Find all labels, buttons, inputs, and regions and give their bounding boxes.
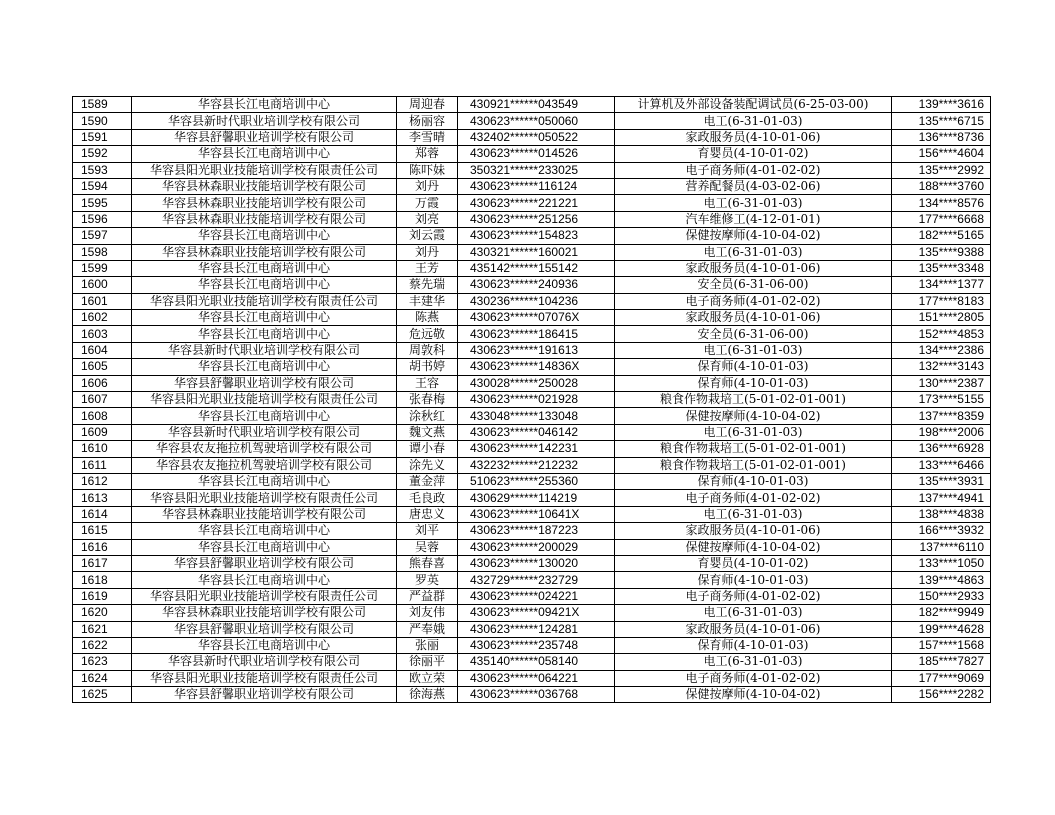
id-number-cell: 430623******07076X xyxy=(458,310,615,326)
table-row xyxy=(73,572,991,588)
row-number-cell: 1594 xyxy=(73,178,132,194)
table-row xyxy=(73,424,991,440)
row-number-cell: 1608 xyxy=(73,408,132,424)
trainee-name-cell: 魏文燕 xyxy=(397,424,458,440)
id-number-cell: 430236******104236 xyxy=(458,293,615,309)
phone-number-cell: 177****6668 xyxy=(892,211,991,227)
training-school-cell: 华容县阳光职业技能培训学校有限责任公司 xyxy=(132,670,397,686)
row-number-cell: 1616 xyxy=(73,539,132,555)
id-number-cell: 430623******130020 xyxy=(458,555,615,571)
training-school-cell: 华容县新时代职业培训学校有限公司 xyxy=(132,424,397,440)
training-school-cell: 华容县长江电商培训中心 xyxy=(132,359,397,375)
occupation-cell: 电子商务师(4-01-02-02) xyxy=(615,490,892,506)
trainee-name-cell: 吴蓉 xyxy=(397,539,458,555)
phone-number-cell: 138****4838 xyxy=(892,506,991,522)
id-number-cell: 430623******064221 xyxy=(458,670,615,686)
phone-number-cell: 135****3931 xyxy=(892,473,991,489)
trainee-name-cell: 万霞 xyxy=(397,195,458,211)
occupation-cell: 保育师(4-10-01-03) xyxy=(615,637,892,653)
trainee-name-cell: 徐海燕 xyxy=(397,687,458,703)
occupation-cell: 粮食作物栽培工(5-01-02-01-001) xyxy=(615,441,892,457)
trainee-name-cell: 杨丽容 xyxy=(397,113,458,129)
id-number-cell: 430623******036768 xyxy=(458,687,615,703)
training-school-cell: 华容县阳光职业技能培训学校有限责任公司 xyxy=(132,162,397,178)
phone-number-cell: 173****5155 xyxy=(892,392,991,408)
training-school-cell: 华容县舒馨职业培训学校有限公司 xyxy=(132,129,397,145)
row-number-cell: 1625 xyxy=(73,687,132,703)
trainee-name-cell: 陈燕 xyxy=(397,310,458,326)
training-school-cell: 华容县舒馨职业培训学校有限公司 xyxy=(132,375,397,391)
id-number-cell: 430028******250028 xyxy=(458,375,615,391)
occupation-cell: 汽车维修工(4-12-01-01) xyxy=(615,211,892,227)
phone-number-cell: 177****9069 xyxy=(892,670,991,686)
phone-number-cell: 137****6110 xyxy=(892,539,991,555)
trainee-name-cell: 刘丹 xyxy=(397,178,458,194)
table-row xyxy=(73,260,991,276)
id-number-cell: 430623******024221 xyxy=(458,588,615,604)
id-number-cell: 430623******124281 xyxy=(458,621,615,637)
trainee-name-cell: 严益群 xyxy=(397,588,458,604)
training-school-cell: 华容县林森职业技能培训学校有限公司 xyxy=(132,178,397,194)
row-number-cell: 1607 xyxy=(73,392,132,408)
occupation-cell: 安全员(6-31-06-00) xyxy=(615,277,892,293)
training-school-cell: 华容县长江电商培训中心 xyxy=(132,523,397,539)
trainee-name-cell: 涂秋红 xyxy=(397,408,458,424)
row-number-cell: 1623 xyxy=(73,654,132,670)
trainee-name-cell: 刘亮 xyxy=(397,211,458,227)
occupation-cell: 保育师(4-10-01-03) xyxy=(615,572,892,588)
row-number-cell: 1605 xyxy=(73,359,132,375)
id-number-cell: 430623******014526 xyxy=(458,146,615,162)
occupation-cell: 家政服务员(4-10-01-06) xyxy=(615,129,892,145)
training-school-cell: 华容县长江电商培训中心 xyxy=(132,637,397,653)
table-row xyxy=(73,441,991,457)
row-number-cell: 1600 xyxy=(73,277,132,293)
trainee-name-cell: 李雪晴 xyxy=(397,129,458,145)
table-row xyxy=(73,637,991,653)
phone-number-cell: 134****1377 xyxy=(892,277,991,293)
phone-number-cell: 136****8736 xyxy=(892,129,991,145)
trainee-name-cell: 熊春喜 xyxy=(397,555,458,571)
occupation-cell: 粮食作物栽培工(5-01-02-01-001) xyxy=(615,392,892,408)
training-school-cell: 华容县林森职业技能培训学校有限公司 xyxy=(132,195,397,211)
table-row xyxy=(73,408,991,424)
row-number-cell: 1618 xyxy=(73,572,132,588)
occupation-cell: 家政服务员(4-10-01-06) xyxy=(615,310,892,326)
id-number-cell: 435140******058140 xyxy=(458,654,615,670)
training-school-cell: 华容县舒馨职业培训学校有限公司 xyxy=(132,687,397,703)
trainee-name-cell: 丰建华 xyxy=(397,293,458,309)
training-school-cell: 华容县长江电商培训中心 xyxy=(132,473,397,489)
phone-number-cell: 137****4941 xyxy=(892,490,991,506)
table-row xyxy=(73,457,991,473)
row-number-cell: 1617 xyxy=(73,555,132,571)
table-row xyxy=(73,310,991,326)
training-school-cell: 华容县长江电商培训中心 xyxy=(132,539,397,555)
table-row xyxy=(73,211,991,227)
training-school-cell: 华容县长江电商培训中心 xyxy=(132,326,397,342)
row-number-cell: 1589 xyxy=(73,97,132,113)
training-school-cell: 华容县林森职业技能培训学校有限公司 xyxy=(132,506,397,522)
phone-number-cell: 133****1050 xyxy=(892,555,991,571)
table-row xyxy=(73,97,991,113)
trainee-name-cell: 谭小春 xyxy=(397,441,458,457)
row-number-cell: 1612 xyxy=(73,473,132,489)
training-school-cell: 华容县长江电商培训中心 xyxy=(132,260,397,276)
id-number-cell: 432232******212232 xyxy=(458,457,615,473)
id-number-cell: 432729******232729 xyxy=(458,572,615,588)
table-row xyxy=(73,506,991,522)
row-number-cell: 1609 xyxy=(73,424,132,440)
occupation-cell: 安全员(6-31-06-00) xyxy=(615,326,892,342)
table-row xyxy=(73,113,991,129)
id-number-cell: 430623******142231 xyxy=(458,441,615,457)
phone-number-cell: 150****2933 xyxy=(892,588,991,604)
phone-number-cell: 166****3932 xyxy=(892,523,991,539)
occupation-cell: 电工(6-31-01-03) xyxy=(615,244,892,260)
training-school-cell: 华容县新时代职业培训学校有限公司 xyxy=(132,342,397,358)
row-number-cell: 1592 xyxy=(73,146,132,162)
occupation-cell: 保健按摩师(4-10-04-02) xyxy=(615,228,892,244)
trainee-name-cell: 罗英 xyxy=(397,572,458,588)
occupation-cell: 电工(6-31-01-03) xyxy=(615,605,892,621)
occupation-cell: 粮食作物栽培工(5-01-02-01-001) xyxy=(615,457,892,473)
row-number-cell: 1620 xyxy=(73,605,132,621)
occupation-cell: 保育师(4-10-01-03) xyxy=(615,359,892,375)
training-school-cell: 华容县长江电商培训中心 xyxy=(132,97,397,113)
row-number-cell: 1595 xyxy=(73,195,132,211)
phone-number-cell: 134****2386 xyxy=(892,342,991,358)
phone-number-cell: 182****9949 xyxy=(892,605,991,621)
trainee-name-cell: 刘云霞 xyxy=(397,228,458,244)
phone-number-cell: 137****8359 xyxy=(892,408,991,424)
occupation-cell: 电工(6-31-01-03) xyxy=(615,113,892,129)
phone-number-cell: 132****3143 xyxy=(892,359,991,375)
phone-number-cell: 157****1568 xyxy=(892,637,991,653)
trainee-name-cell: 张丽 xyxy=(397,637,458,653)
row-number-cell: 1593 xyxy=(73,162,132,178)
table-row xyxy=(73,326,991,342)
training-school-cell: 华容县新时代职业培训学校有限公司 xyxy=(132,654,397,670)
phone-number-cell: 156****2282 xyxy=(892,687,991,703)
trainee-name-cell: 陈吓妹 xyxy=(397,162,458,178)
row-number-cell: 1602 xyxy=(73,310,132,326)
occupation-cell: 育婴员(4-10-01-02) xyxy=(615,555,892,571)
trainee-name-cell: 蔡先瑞 xyxy=(397,277,458,293)
table-row xyxy=(73,342,991,358)
id-number-cell: 350321******233025 xyxy=(458,162,615,178)
id-number-cell: 510623******255360 xyxy=(458,473,615,489)
phone-number-cell: 135****9388 xyxy=(892,244,991,260)
table-row xyxy=(73,523,991,539)
row-number-cell: 1603 xyxy=(73,326,132,342)
id-number-cell: 430623******187223 xyxy=(458,523,615,539)
phone-number-cell: 198****2006 xyxy=(892,424,991,440)
table-row xyxy=(73,375,991,391)
trainee-name-cell: 欧立荣 xyxy=(397,670,458,686)
trainee-name-cell: 郑蓉 xyxy=(397,146,458,162)
trainee-name-cell: 刘丹 xyxy=(397,244,458,260)
row-number-cell: 1601 xyxy=(73,293,132,309)
trainee-name-cell: 王容 xyxy=(397,375,458,391)
id-number-cell: 430623******154823 xyxy=(458,228,615,244)
occupation-cell: 电子商务师(4-01-02-02) xyxy=(615,293,892,309)
phone-number-cell: 156****4604 xyxy=(892,146,991,162)
trainee-name-cell: 董金萍 xyxy=(397,473,458,489)
id-number-cell: 430623******240936 xyxy=(458,277,615,293)
row-number-cell: 1590 xyxy=(73,113,132,129)
row-number-cell: 1591 xyxy=(73,129,132,145)
training-school-cell: 华容县农友拖拉机驾驶培训学校有限公司 xyxy=(132,441,397,457)
training-school-cell: 华容县阳光职业技能培训学校有限责任公司 xyxy=(132,392,397,408)
table-row xyxy=(73,473,991,489)
occupation-cell: 家政服务员(4-10-01-06) xyxy=(615,523,892,539)
row-number-cell: 1624 xyxy=(73,670,132,686)
id-number-cell: 430623******116124 xyxy=(458,178,615,194)
trainee-table xyxy=(72,96,991,703)
training-school-cell: 华容县长江电商培训中心 xyxy=(132,146,397,162)
trainee-name-cell: 涂先义 xyxy=(397,457,458,473)
table-row xyxy=(73,392,991,408)
trainee-name-cell: 严奉娥 xyxy=(397,621,458,637)
training-school-cell: 华容县林森职业技能培训学校有限公司 xyxy=(132,211,397,227)
id-number-cell: 435142******155142 xyxy=(458,260,615,276)
row-number-cell: 1614 xyxy=(73,506,132,522)
row-number-cell: 1619 xyxy=(73,588,132,604)
occupation-cell: 家政服务员(4-10-01-06) xyxy=(615,260,892,276)
id-number-cell: 430623******221221 xyxy=(458,195,615,211)
occupation-cell: 电子商务师(4-01-02-02) xyxy=(615,162,892,178)
occupation-cell: 计算机及外部设备装配调试员(6-25-03-00) xyxy=(615,97,892,113)
training-school-cell: 华容县长江电商培训中心 xyxy=(132,310,397,326)
id-number-cell: 430623******050060 xyxy=(458,113,615,129)
row-number-cell: 1598 xyxy=(73,244,132,260)
occupation-cell: 电工(6-31-01-03) xyxy=(615,654,892,670)
table-row xyxy=(73,146,991,162)
row-number-cell: 1622 xyxy=(73,637,132,653)
table-row xyxy=(73,162,991,178)
occupation-cell: 保育师(4-10-01-03) xyxy=(615,375,892,391)
row-number-cell: 1604 xyxy=(73,342,132,358)
trainee-name-cell: 胡书婷 xyxy=(397,359,458,375)
training-school-cell: 华容县农友拖拉机驾驶培训学校有限公司 xyxy=(132,457,397,473)
table-row xyxy=(73,359,991,375)
id-number-cell: 430623******14836X xyxy=(458,359,615,375)
phone-number-cell: 135****3348 xyxy=(892,260,991,276)
occupation-cell: 电工(6-31-01-03) xyxy=(615,342,892,358)
table-row xyxy=(73,293,991,309)
id-number-cell: 430321******160021 xyxy=(458,244,615,260)
table-row xyxy=(73,228,991,244)
id-number-cell: 430623******191613 xyxy=(458,342,615,358)
row-number-cell: 1613 xyxy=(73,490,132,506)
phone-number-cell: 199****4628 xyxy=(892,621,991,637)
id-number-cell: 433048******133048 xyxy=(458,408,615,424)
phone-number-cell: 130****2387 xyxy=(892,375,991,391)
phone-number-cell: 182****5165 xyxy=(892,228,991,244)
occupation-cell: 保健按摩师(4-10-04-02) xyxy=(615,539,892,555)
trainee-name-cell: 唐忠义 xyxy=(397,506,458,522)
row-number-cell: 1611 xyxy=(73,457,132,473)
id-number-cell: 430629******114219 xyxy=(458,490,615,506)
occupation-cell: 电子商务师(4-01-02-02) xyxy=(615,670,892,686)
training-school-cell: 华容县阳光职业技能培训学校有限责任公司 xyxy=(132,293,397,309)
phone-number-cell: 152****4853 xyxy=(892,326,991,342)
phone-number-cell: 188****3760 xyxy=(892,178,991,194)
row-number-cell: 1610 xyxy=(73,441,132,457)
training-school-cell: 华容县林森职业技能培训学校有限公司 xyxy=(132,605,397,621)
row-number-cell: 1606 xyxy=(73,375,132,391)
table-row xyxy=(73,621,991,637)
table-row xyxy=(73,277,991,293)
trainee-name-cell: 刘友伟 xyxy=(397,605,458,621)
phone-number-cell: 139****4863 xyxy=(892,572,991,588)
trainee-name-cell: 王芳 xyxy=(397,260,458,276)
id-number-cell: 430623******235748 xyxy=(458,637,615,653)
trainee-name-cell: 周迎春 xyxy=(397,97,458,113)
table-row xyxy=(73,490,991,506)
row-number-cell: 1597 xyxy=(73,228,132,244)
occupation-cell: 保健按摩师(4-10-04-02) xyxy=(615,687,892,703)
phone-number-cell: 135****2992 xyxy=(892,162,991,178)
id-number-cell: 430623******046142 xyxy=(458,424,615,440)
trainee-name-cell: 毛良政 xyxy=(397,490,458,506)
training-school-cell: 华容县长江电商培训中心 xyxy=(132,408,397,424)
table-row xyxy=(73,178,991,194)
id-number-cell: 430623******251256 xyxy=(458,211,615,227)
phone-number-cell: 135****6715 xyxy=(892,113,991,129)
row-number-cell: 1621 xyxy=(73,621,132,637)
table-body xyxy=(73,97,991,703)
trainee-name-cell: 徐丽平 xyxy=(397,654,458,670)
phone-number-cell: 136****6928 xyxy=(892,441,991,457)
occupation-cell: 家政服务员(4-10-01-06) xyxy=(615,621,892,637)
phone-number-cell: 185****7827 xyxy=(892,654,991,670)
training-school-cell: 华容县长江电商培训中心 xyxy=(132,572,397,588)
occupation-cell: 电子商务师(4-01-02-02) xyxy=(615,588,892,604)
id-number-cell: 430623******021928 xyxy=(458,392,615,408)
id-number-cell: 430623******200029 xyxy=(458,539,615,555)
occupation-cell: 保育师(4-10-01-03) xyxy=(615,473,892,489)
training-school-cell: 华容县林森职业技能培训学校有限公司 xyxy=(132,244,397,260)
table-row xyxy=(73,687,991,703)
id-number-cell: 430623******186415 xyxy=(458,326,615,342)
occupation-cell: 育婴员(4-10-01-02) xyxy=(615,146,892,162)
training-school-cell: 华容县长江电商培训中心 xyxy=(132,228,397,244)
row-number-cell: 1615 xyxy=(73,523,132,539)
id-number-cell: 432402******050522 xyxy=(458,129,615,145)
table-row xyxy=(73,129,991,145)
occupation-cell: 保健按摩师(4-10-04-02) xyxy=(615,408,892,424)
id-number-cell: 430623******09421X xyxy=(458,605,615,621)
table-row xyxy=(73,555,991,571)
training-school-cell: 华容县舒馨职业培训学校有限公司 xyxy=(132,621,397,637)
table-row xyxy=(73,670,991,686)
occupation-cell: 电工(6-31-01-03) xyxy=(615,506,892,522)
trainee-name-cell: 刘平 xyxy=(397,523,458,539)
phone-number-cell: 151****2805 xyxy=(892,310,991,326)
training-school-cell: 华容县阳光职业技能培训学校有限责任公司 xyxy=(132,490,397,506)
training-school-cell: 华容县长江电商培训中心 xyxy=(132,277,397,293)
row-number-cell: 1596 xyxy=(73,211,132,227)
table-row xyxy=(73,654,991,670)
training-school-cell: 华容县新时代职业培训学校有限公司 xyxy=(132,113,397,129)
table-row xyxy=(73,195,991,211)
phone-number-cell: 139****3616 xyxy=(892,97,991,113)
id-number-cell: 430921******043549 xyxy=(458,97,615,113)
trainee-name-cell: 张春梅 xyxy=(397,392,458,408)
trainee-name-cell: 周敦科 xyxy=(397,342,458,358)
training-school-cell: 华容县阳光职业技能培训学校有限责任公司 xyxy=(132,588,397,604)
phone-number-cell: 177****8183 xyxy=(892,293,991,309)
id-number-cell: 430623******10641X xyxy=(458,506,615,522)
occupation-cell: 营养配餐员(4-03-02-06) xyxy=(615,178,892,194)
phone-number-cell: 133****6466 xyxy=(892,457,991,473)
occupation-cell: 电工(6-31-01-03) xyxy=(615,424,892,440)
table-row xyxy=(73,605,991,621)
phone-number-cell: 134****8576 xyxy=(892,195,991,211)
trainee-name-cell: 危远敬 xyxy=(397,326,458,342)
table-row xyxy=(73,244,991,260)
table-row xyxy=(73,539,991,555)
training-school-cell: 华容县舒馨职业培训学校有限公司 xyxy=(132,555,397,571)
row-number-cell: 1599 xyxy=(73,260,132,276)
occupation-cell: 电工(6-31-01-03) xyxy=(615,195,892,211)
table-row xyxy=(73,588,991,604)
